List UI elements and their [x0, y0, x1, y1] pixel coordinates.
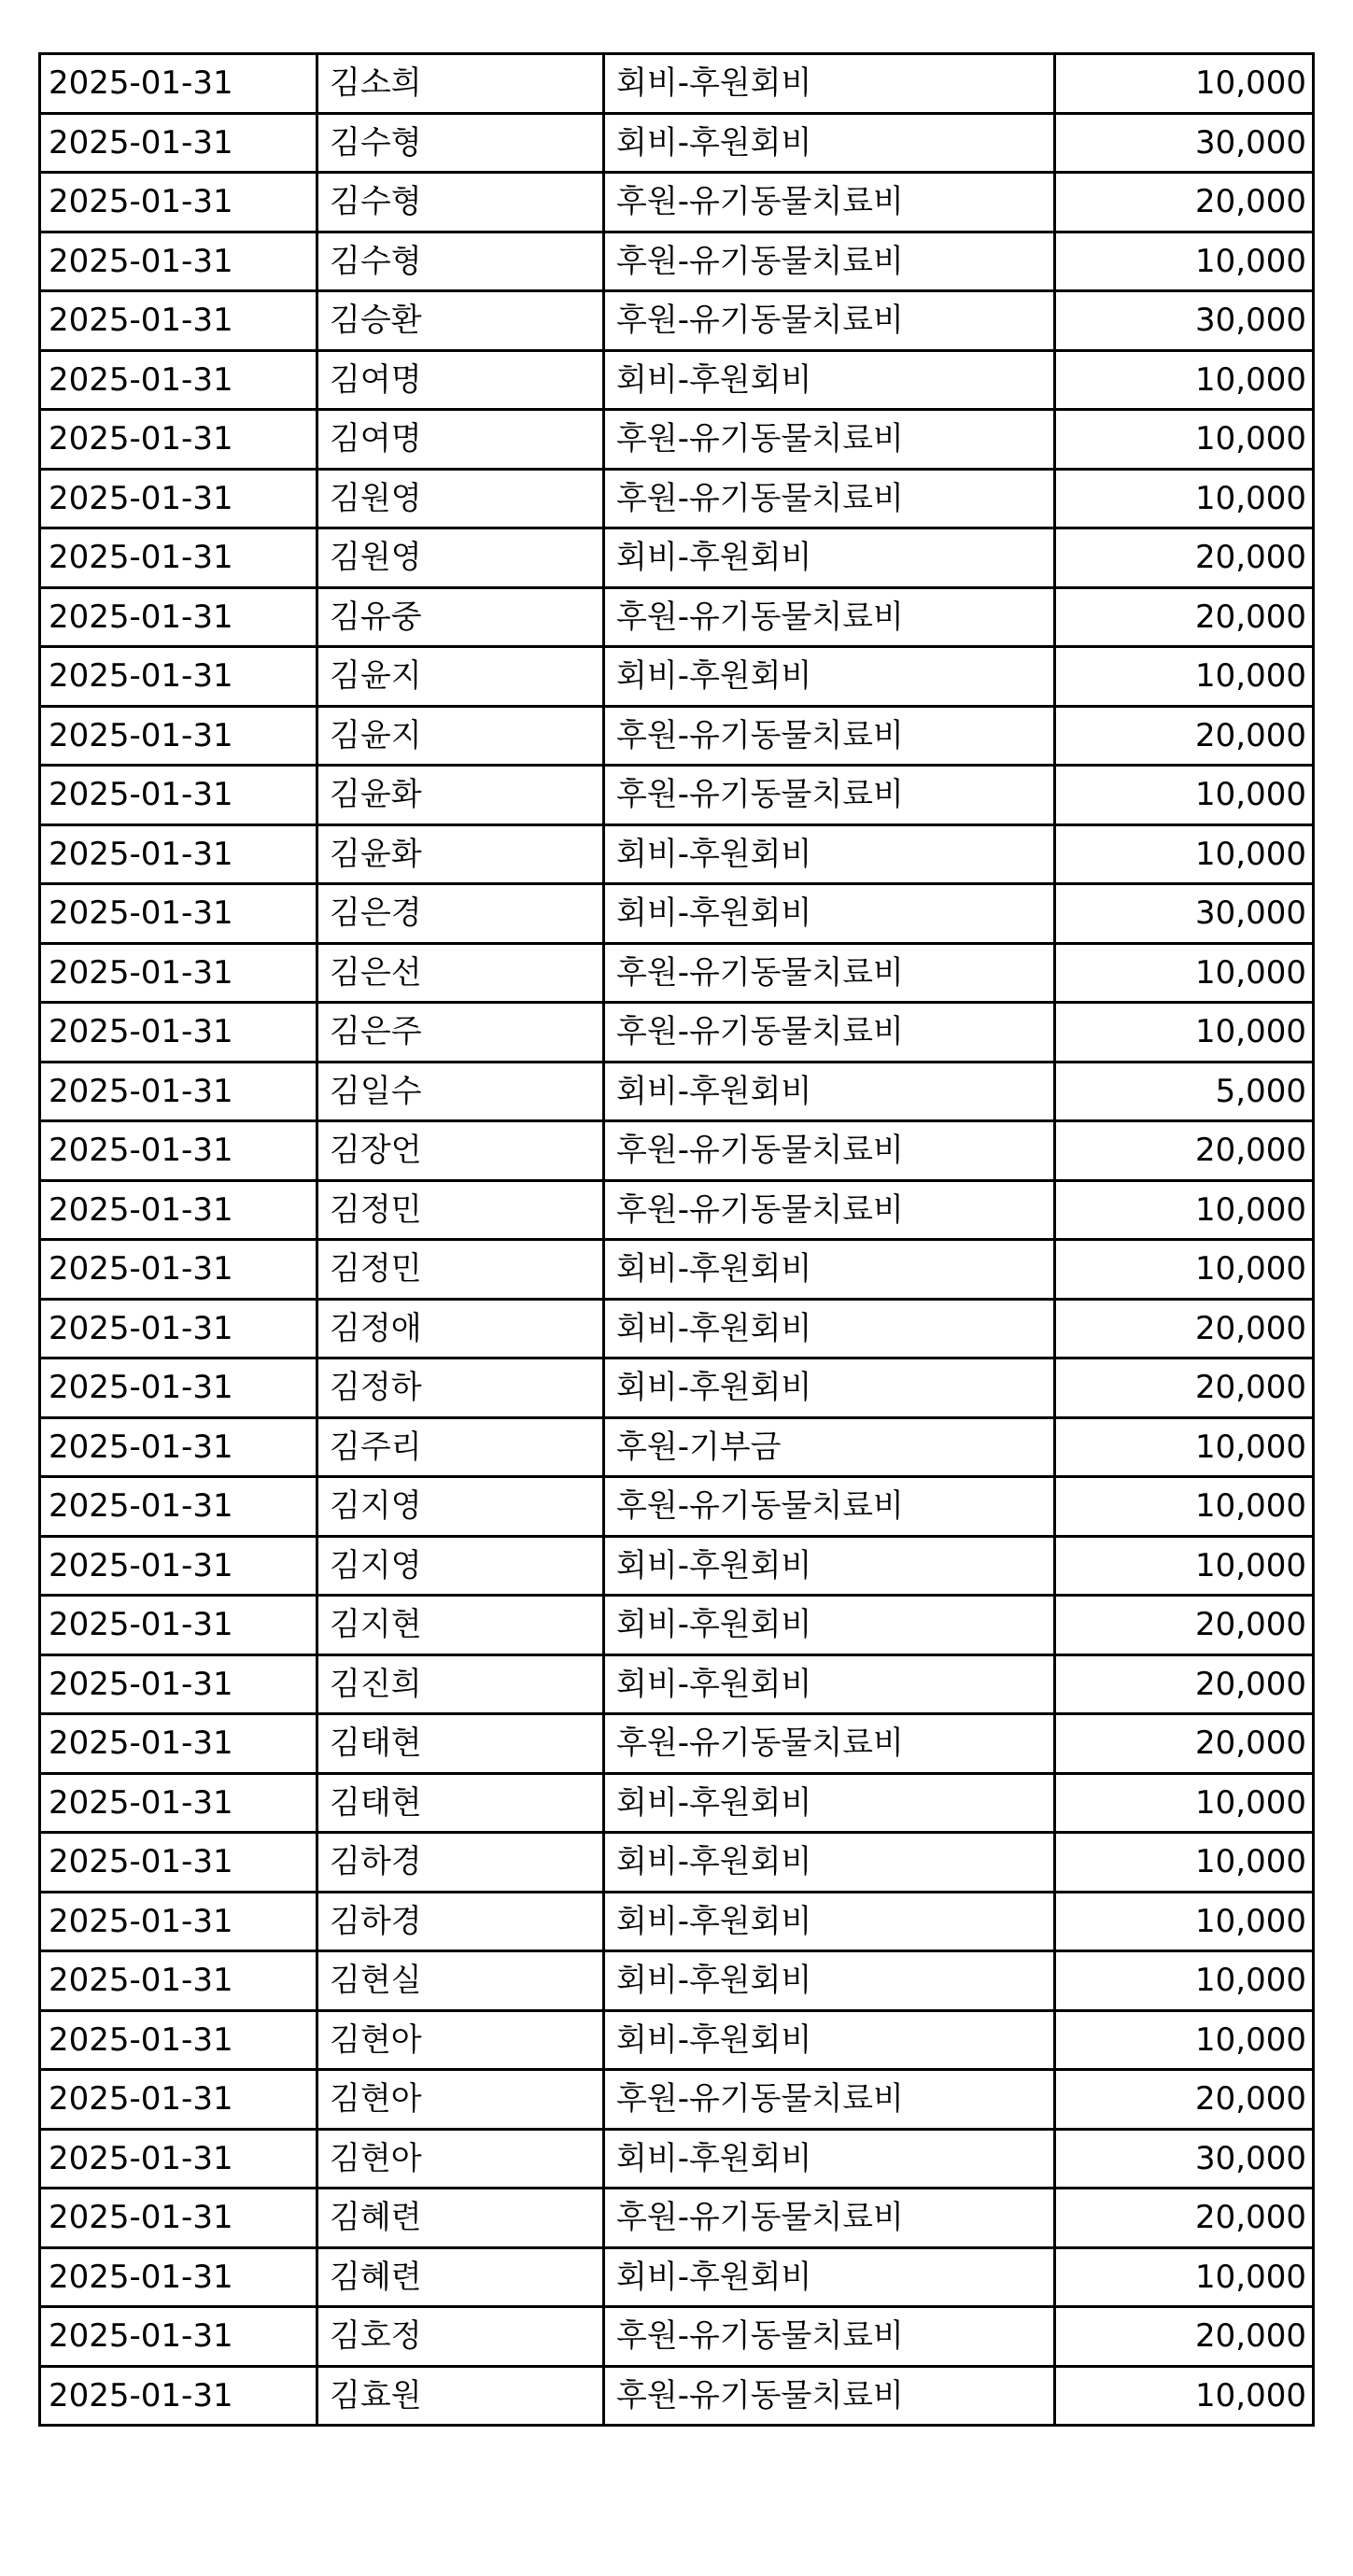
- category-cell: 회비-후원회비: [604, 528, 1055, 588]
- donor-name-cell: 김원영: [317, 528, 604, 588]
- table-row: [40, 1536, 1314, 1596]
- donor-name-cell: 김현실: [317, 1951, 604, 2011]
- date-cell: 2025-01-31: [40, 1240, 317, 1300]
- donor-name-cell: 김하경: [317, 1892, 604, 1951]
- amount-cell: 20,000: [1055, 173, 1314, 232]
- category-cell: 후원-유기동물치료비: [604, 2070, 1055, 2130]
- donor-name-cell: 김소희: [317, 54, 604, 114]
- amount-cell: 10,000: [1055, 1180, 1314, 1240]
- category-cell: 회비-후원회비: [604, 2247, 1055, 2307]
- donor-name-cell: 김원영: [317, 469, 604, 528]
- donor-name-cell: 김정민: [317, 1240, 604, 1300]
- amount-cell: 10,000: [1055, 2247, 1314, 2307]
- date-cell: 2025-01-31: [40, 2366, 317, 2426]
- date-cell: 2025-01-31: [40, 1062, 317, 1121]
- donor-name-cell: 김여명: [317, 410, 604, 470]
- amount-cell: 10,000: [1055, 1833, 1314, 1893]
- table-row: [40, 173, 1314, 232]
- amount-cell: 20,000: [1055, 1299, 1314, 1358]
- category-cell: 회비-후원회비: [604, 54, 1055, 114]
- donor-name-cell: 김일수: [317, 1062, 604, 1121]
- category-cell: 후원-유기동물치료비: [604, 766, 1055, 825]
- table-row: [40, 587, 1314, 647]
- amount-cell: 10,000: [1055, 1536, 1314, 1596]
- date-cell: 2025-01-31: [40, 113, 317, 173]
- date-cell: 2025-01-31: [40, 824, 317, 884]
- category-cell: 회비-후원회비: [604, 2129, 1055, 2189]
- table-row: [40, 2247, 1314, 2307]
- date-cell: 2025-01-31: [40, 647, 317, 707]
- date-cell: 2025-01-31: [40, 884, 317, 944]
- table-row: [40, 350, 1314, 410]
- donor-name-cell: 김윤지: [317, 706, 604, 766]
- amount-cell: 10,000: [1055, 1892, 1314, 1951]
- donor-name-cell: 김호정: [317, 2307, 604, 2367]
- donor-name-cell: 김현아: [317, 2129, 604, 2189]
- amount-cell: 10,000: [1055, 469, 1314, 528]
- donor-name-cell: 김수형: [317, 113, 604, 173]
- amount-cell: 20,000: [1055, 587, 1314, 647]
- table-row: [40, 291, 1314, 351]
- category-cell: 회비-후원회비: [604, 1358, 1055, 1418]
- donor-name-cell: 김현아: [317, 2070, 604, 2130]
- date-cell: 2025-01-31: [40, 1951, 317, 2011]
- table-row: [40, 647, 1314, 707]
- table-row: [40, 54, 1314, 114]
- donor-name-cell: 김혜련: [317, 2189, 604, 2248]
- category-cell: 회비-후원회비: [604, 1240, 1055, 1300]
- date-cell: 2025-01-31: [40, 706, 317, 766]
- amount-cell: 20,000: [1055, 2189, 1314, 2248]
- table-row: [40, 2129, 1314, 2189]
- date-cell: 2025-01-31: [40, 2189, 317, 2248]
- donor-name-cell: 김은경: [317, 884, 604, 944]
- table-row: [40, 1596, 1314, 1655]
- category-cell: 후원-유기동물치료비: [604, 706, 1055, 766]
- date-cell: 2025-01-31: [40, 1180, 317, 1240]
- table-row: [40, 2366, 1314, 2426]
- category-cell: 후원-유기동물치료비: [604, 587, 1055, 647]
- category-cell: 후원-유기동물치료비: [604, 291, 1055, 351]
- date-cell: 2025-01-31: [40, 469, 317, 528]
- table-row: [40, 232, 1314, 291]
- table-row: [40, 1417, 1314, 1477]
- date-cell: 2025-01-31: [40, 350, 317, 410]
- table-row: [40, 766, 1314, 825]
- table-row: [40, 2070, 1314, 2130]
- category-cell: 후원-유기동물치료비: [604, 1003, 1055, 1063]
- category-cell: 회비-후원회비: [604, 350, 1055, 410]
- amount-cell: 30,000: [1055, 884, 1314, 944]
- table-row: [40, 824, 1314, 884]
- table-row: [40, 2189, 1314, 2248]
- amount-cell: 10,000: [1055, 1477, 1314, 1537]
- amount-cell: 30,000: [1055, 291, 1314, 351]
- amount-cell: 10,000: [1055, 824, 1314, 884]
- table-row: [40, 1714, 1314, 1774]
- table-row: [40, 1180, 1314, 1240]
- table-row: [40, 2307, 1314, 2367]
- date-cell: 2025-01-31: [40, 54, 317, 114]
- donor-name-cell: 김주리: [317, 1417, 604, 1477]
- category-cell: 회비-후원회비: [604, 1892, 1055, 1951]
- donor-name-cell: 김효원: [317, 2366, 604, 2426]
- donation-ledger-table: [38, 52, 1315, 2427]
- donor-name-cell: 김태현: [317, 1773, 604, 1833]
- date-cell: 2025-01-31: [40, 1003, 317, 1063]
- donor-name-cell: 김정하: [317, 1358, 604, 1418]
- table-row: [40, 1773, 1314, 1833]
- category-cell: 후원-유기동물치료비: [604, 1180, 1055, 1240]
- table-row: [40, 706, 1314, 766]
- date-cell: 2025-01-31: [40, 2070, 317, 2130]
- donor-name-cell: 김승환: [317, 291, 604, 351]
- table-row: [40, 410, 1314, 470]
- category-cell: 후원-유기동물치료비: [604, 1121, 1055, 1181]
- date-cell: 2025-01-31: [40, 1299, 317, 1358]
- table-row: [40, 1892, 1314, 1951]
- category-cell: 회비-후원회비: [604, 1773, 1055, 1833]
- donor-name-cell: 김혜련: [317, 2247, 604, 2307]
- table-row: [40, 1121, 1314, 1181]
- donor-name-cell: 김태현: [317, 1714, 604, 1774]
- category-cell: 후원-유기동물치료비: [604, 1714, 1055, 1774]
- date-cell: 2025-01-31: [40, 1477, 317, 1537]
- category-cell: 회비-후원회비: [604, 1596, 1055, 1655]
- table-row: [40, 1358, 1314, 1418]
- amount-cell: 10,000: [1055, 410, 1314, 470]
- date-cell: 2025-01-31: [40, 943, 317, 1003]
- donor-name-cell: 김수형: [317, 173, 604, 232]
- donor-name-cell: 김하경: [317, 1833, 604, 1893]
- category-cell: 후원-유기동물치료비: [604, 1477, 1055, 1537]
- amount-cell: 10,000: [1055, 2010, 1314, 2070]
- date-cell: 2025-01-31: [40, 587, 317, 647]
- date-cell: 2025-01-31: [40, 528, 317, 588]
- donor-name-cell: 김은선: [317, 943, 604, 1003]
- table-row: [40, 1003, 1314, 1063]
- amount-cell: 20,000: [1055, 1358, 1314, 1418]
- ledger-body: [40, 54, 1314, 2426]
- amount-cell: 30,000: [1055, 113, 1314, 173]
- date-cell: 2025-01-31: [40, 766, 317, 825]
- amount-cell: 5,000: [1055, 1062, 1314, 1121]
- category-cell: 회비-후원회비: [604, 647, 1055, 707]
- amount-cell: 10,000: [1055, 766, 1314, 825]
- date-cell: 2025-01-31: [40, 1654, 317, 1714]
- donor-name-cell: 김은주: [317, 1003, 604, 1063]
- amount-cell: 20,000: [1055, 1121, 1314, 1181]
- category-cell: 회비-후원회비: [604, 1833, 1055, 1893]
- donor-name-cell: 김정민: [317, 1180, 604, 1240]
- date-cell: 2025-01-31: [40, 1773, 317, 1833]
- date-cell: 2025-01-31: [40, 232, 317, 291]
- table-row: [40, 1654, 1314, 1714]
- amount-cell: 10,000: [1055, 2366, 1314, 2426]
- table-row: [40, 528, 1314, 588]
- donor-name-cell: 김여명: [317, 350, 604, 410]
- donor-name-cell: 김진희: [317, 1654, 604, 1714]
- category-cell: 후원-유기동물치료비: [604, 943, 1055, 1003]
- table-row: [40, 1062, 1314, 1121]
- category-cell: 후원-유기동물치료비: [604, 469, 1055, 528]
- category-cell: 회비-후원회비: [604, 884, 1055, 944]
- date-cell: 2025-01-31: [40, 1596, 317, 1655]
- category-cell: 회비-후원회비: [604, 1536, 1055, 1596]
- category-cell: 회비-후원회비: [604, 1951, 1055, 2011]
- table-row: [40, 1299, 1314, 1358]
- table-row: [40, 1477, 1314, 1537]
- category-cell: 회비-후원회비: [604, 824, 1055, 884]
- date-cell: 2025-01-31: [40, 291, 317, 351]
- table-row: [40, 113, 1314, 173]
- donor-name-cell: 김지현: [317, 1596, 604, 1655]
- category-cell: 회비-후원회비: [604, 113, 1055, 173]
- amount-cell: 10,000: [1055, 1773, 1314, 1833]
- date-cell: 2025-01-31: [40, 2129, 317, 2189]
- category-cell: 회비-후원회비: [604, 1654, 1055, 1714]
- donor-name-cell: 김장언: [317, 1121, 604, 1181]
- category-cell: 회비-후원회비: [604, 2010, 1055, 2070]
- date-cell: 2025-01-31: [40, 1892, 317, 1951]
- amount-cell: 20,000: [1055, 706, 1314, 766]
- category-cell: 후원-유기동물치료비: [604, 173, 1055, 232]
- date-cell: 2025-01-31: [40, 1833, 317, 1893]
- amount-cell: 10,000: [1055, 1240, 1314, 1300]
- donor-name-cell: 김윤화: [317, 824, 604, 884]
- amount-cell: 20,000: [1055, 2307, 1314, 2367]
- donor-name-cell: 김현아: [317, 2010, 604, 2070]
- donor-name-cell: 김수형: [317, 232, 604, 291]
- category-cell: 회비-후원회비: [604, 1299, 1055, 1358]
- category-cell: 후원-기부금: [604, 1417, 1055, 1477]
- category-cell: 후원-유기동물치료비: [604, 2307, 1055, 2367]
- amount-cell: 20,000: [1055, 2070, 1314, 2130]
- date-cell: 2025-01-31: [40, 173, 317, 232]
- donor-name-cell: 김지영: [317, 1477, 604, 1537]
- date-cell: 2025-01-31: [40, 1714, 317, 1774]
- amount-cell: 10,000: [1055, 350, 1314, 410]
- donor-name-cell: 김지영: [317, 1536, 604, 1596]
- date-cell: 2025-01-31: [40, 1121, 317, 1181]
- category-cell: 후원-유기동물치료비: [604, 232, 1055, 291]
- amount-cell: 20,000: [1055, 1596, 1314, 1655]
- category-cell: 후원-유기동물치료비: [604, 2189, 1055, 2248]
- date-cell: 2025-01-31: [40, 410, 317, 470]
- table-row: [40, 1240, 1314, 1300]
- amount-cell: 10,000: [1055, 943, 1314, 1003]
- table-row: [40, 469, 1314, 528]
- date-cell: 2025-01-31: [40, 1417, 317, 1477]
- table-row: [40, 884, 1314, 944]
- donor-name-cell: 김윤화: [317, 766, 604, 825]
- amount-cell: 30,000: [1055, 2129, 1314, 2189]
- amount-cell: 10,000: [1055, 1951, 1314, 2011]
- date-cell: 2025-01-31: [40, 1358, 317, 1418]
- date-cell: 2025-01-31: [40, 2307, 317, 2367]
- table-row: [40, 2010, 1314, 2070]
- category-cell: 회비-후원회비: [604, 1062, 1055, 1121]
- category-cell: 후원-유기동물치료비: [604, 2366, 1055, 2426]
- date-cell: 2025-01-31: [40, 1536, 317, 1596]
- donor-name-cell: 김정애: [317, 1299, 604, 1358]
- category-cell: 후원-유기동물치료비: [604, 410, 1055, 470]
- amount-cell: 20,000: [1055, 1714, 1314, 1774]
- amount-cell: 10,000: [1055, 54, 1314, 114]
- donor-name-cell: 김유중: [317, 587, 604, 647]
- table-row: [40, 1833, 1314, 1893]
- date-cell: 2025-01-31: [40, 2010, 317, 2070]
- table-row: [40, 1951, 1314, 2011]
- amount-cell: 20,000: [1055, 528, 1314, 588]
- amount-cell: 10,000: [1055, 232, 1314, 291]
- table-row: [40, 943, 1314, 1003]
- amount-cell: 10,000: [1055, 647, 1314, 707]
- donor-name-cell: 김윤지: [317, 647, 604, 707]
- date-cell: 2025-01-31: [40, 2247, 317, 2307]
- amount-cell: 20,000: [1055, 1654, 1314, 1714]
- amount-cell: 10,000: [1055, 1417, 1314, 1477]
- amount-cell: 10,000: [1055, 1003, 1314, 1063]
